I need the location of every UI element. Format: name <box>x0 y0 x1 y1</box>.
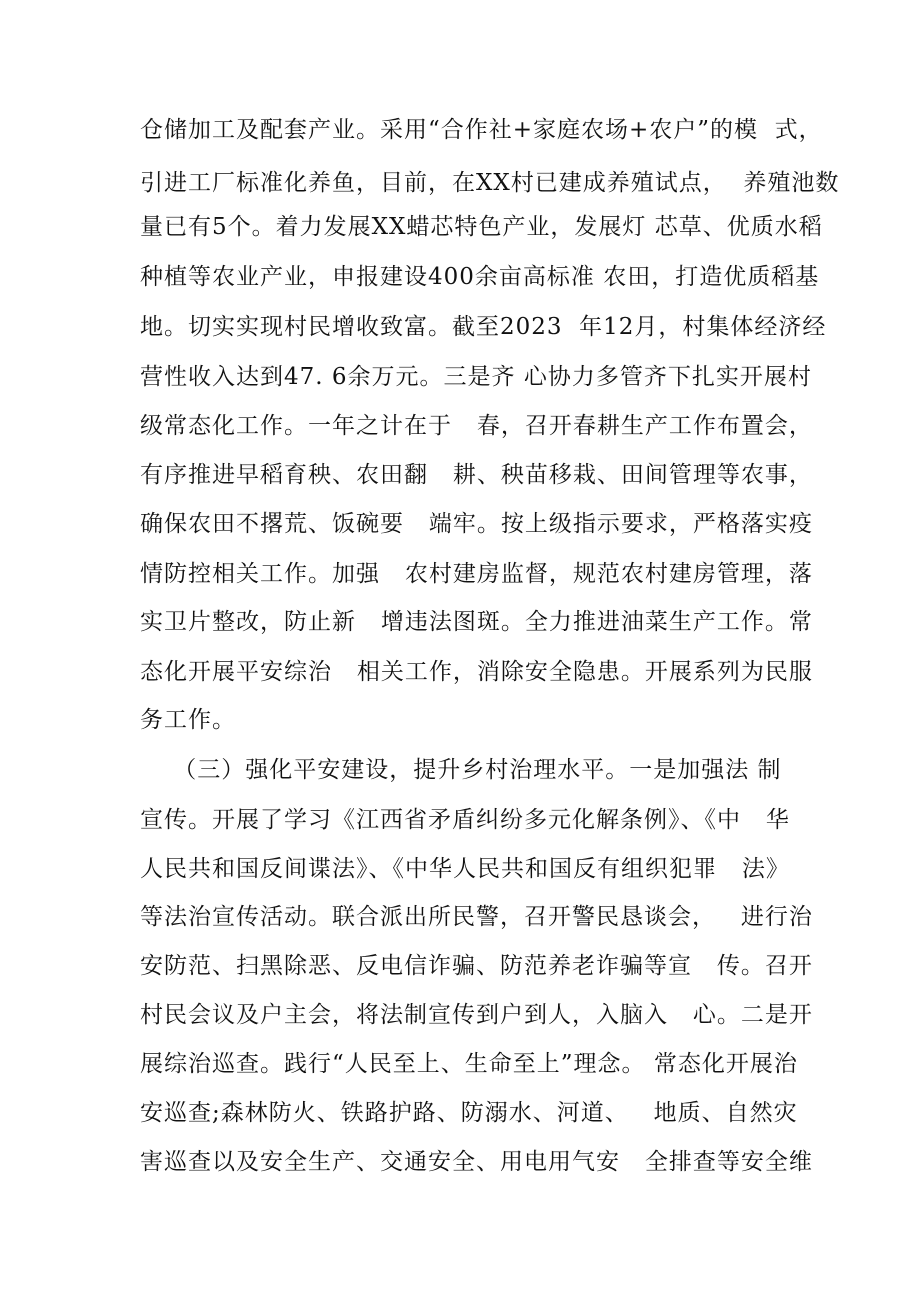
text-line: 等法治宣传活动。联合派出所民警，召开警民恳谈会， 进行治 <box>140 904 813 930</box>
text-line: 害巡查以及安全生产、交通安全、用电用气安 全排查等安全维 <box>140 1149 813 1175</box>
text-line: 务工作。 <box>140 707 236 733</box>
text-line: 确保农田不撂荒、饭碗要 端牢。按上级指示要求，严格落实疫 <box>140 511 813 537</box>
text-line: 种植等农业产业，申报建设400余亩高标准 农田，打造优质稻基 <box>140 264 820 290</box>
text-line: 营性收入达到47. 6余万元。三是齐 心协力多管齐下扎实开展村 <box>140 364 812 390</box>
text-line: 态化开展平安综治 相关工作，消除安全隐患。开展系列为民服 <box>140 659 813 685</box>
text-line: 宣传。开展了学习《江西省矛盾纠纷多元化解条例》、《中 华 <box>140 807 790 833</box>
text-line: 安防范、扫黑除恶、反电信诈骗、防范养老诈骗等宣 传。召开 <box>140 953 813 979</box>
text-line: 人民共和国反间谍法》、《中华人民共和国反有组织犯罪 法》 <box>140 856 790 882</box>
text-line: 情防控相关工作。加强 农村建房监督，规范农村建房管理，落 <box>140 561 813 587</box>
text-line: 量已有5个。着力发展XX蜡芯特色产业，发展灯 芯草、优质水稻 <box>140 214 823 240</box>
text-line: 村民会议及户主会，将法制宣传到户到人，入脑入 心。二是开 <box>140 1002 813 1028</box>
text-line: 展综治巡查。践行“人民至上、生命至上”理念。 常态化开展治 <box>140 1051 798 1077</box>
text-line: 有序推进早稻育秧、农田翻 耕、秧苗移栽、田间管理等农事， <box>140 462 813 488</box>
text-line: 地。切实实现村民增收致富。截至2023 年12月，村集体经济经 <box>140 314 827 340</box>
text-line: 仓储加工及配套产业。采用“合作社+家庭农场+农户”的模 式， <box>140 117 823 143</box>
text-line: 引进工厂标准化养鱼，目前，在XX村已建成养殖试点， 养殖池数 <box>140 170 840 196</box>
text-line: 实卫片整改，防止新 增违法图斑。全力推进油菜生产工作。常 <box>140 609 813 635</box>
text-line: 安巡查;森林防火、铁路护路、防溺水、河道、 地质、自然灾 <box>140 1100 798 1126</box>
text-line: 级常态化工作。一年之计在于 春，召开春耕生产工作布置会， <box>140 413 813 439</box>
paragraph-heading: （三）强化平安建设，提升乡村治理水平。一是加强法 制 <box>140 757 782 783</box>
